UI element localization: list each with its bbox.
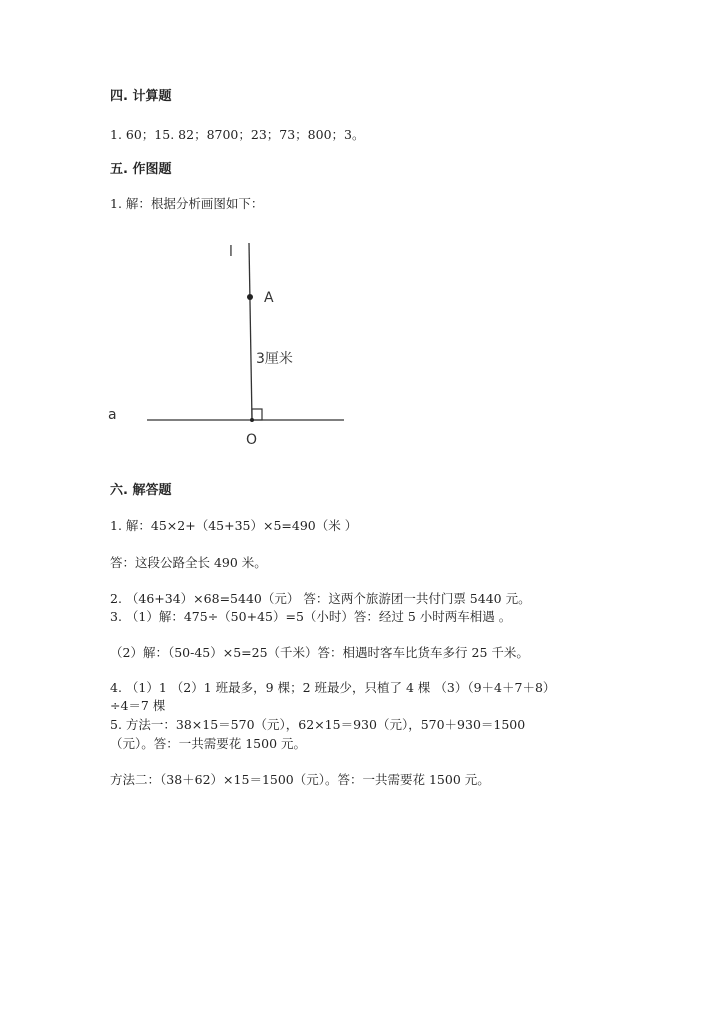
right-angle-mark [252, 409, 262, 420]
point-o [250, 418, 254, 422]
label-distance: 3厘米 [256, 351, 293, 367]
line-l [249, 243, 252, 420]
answer-line: 1. 解：45×2+（45+35）×5=490（米 ） [110, 518, 358, 533]
answer-line: 5. 方法一：38×15＝570（元），62×15＝930（元），570＋930＝1500 [110, 717, 526, 732]
answer-line: 方法二：（38＋62）×15＝1500（元）。答：一共需要花 1500 元。 [110, 772, 490, 787]
answer-line: 3. （1）解：475÷（50+45）=5（小时）答：经过 5 小时两车相遇 。 [110, 609, 512, 624]
section4-answer: 1. 60；15. 82；8700；23；73；800；3。 [110, 127, 365, 142]
section5-title: 五. 作图题 [110, 162, 172, 177]
answer-line: （2）解：（50-45）×5=25（千米）答：相遇时客车比货车多行 25 千米。 [110, 645, 529, 660]
answer-line: （元）。答：一共需要花 1500 元。 [110, 736, 307, 751]
label-l: l [229, 244, 233, 260]
point-a [247, 294, 253, 300]
section5-answer: 1. 解：根据分析画图如下： [110, 196, 264, 211]
answer-line: 2. （46+34）×68=5440（元） 答：这两个旅游团一共付门票 5440 元。 [110, 591, 531, 606]
answer-line: 4. （1）1 （2）1 班最多，9 棵；2 班最少，只植了 4 棵 （3）（9＋4＋7＋8） [110, 680, 556, 695]
label-o: O [246, 432, 258, 448]
answer-line: 答：这段公路全长 490 米。 [110, 555, 267, 570]
section6-title: 六. 解答题 [110, 483, 172, 498]
section4-title: 四. 计算题 [110, 89, 172, 104]
label-a-line: a [108, 407, 117, 423]
answer-line: ÷4＝7 棵 [110, 698, 166, 713]
label-a-point: A [264, 290, 274, 306]
